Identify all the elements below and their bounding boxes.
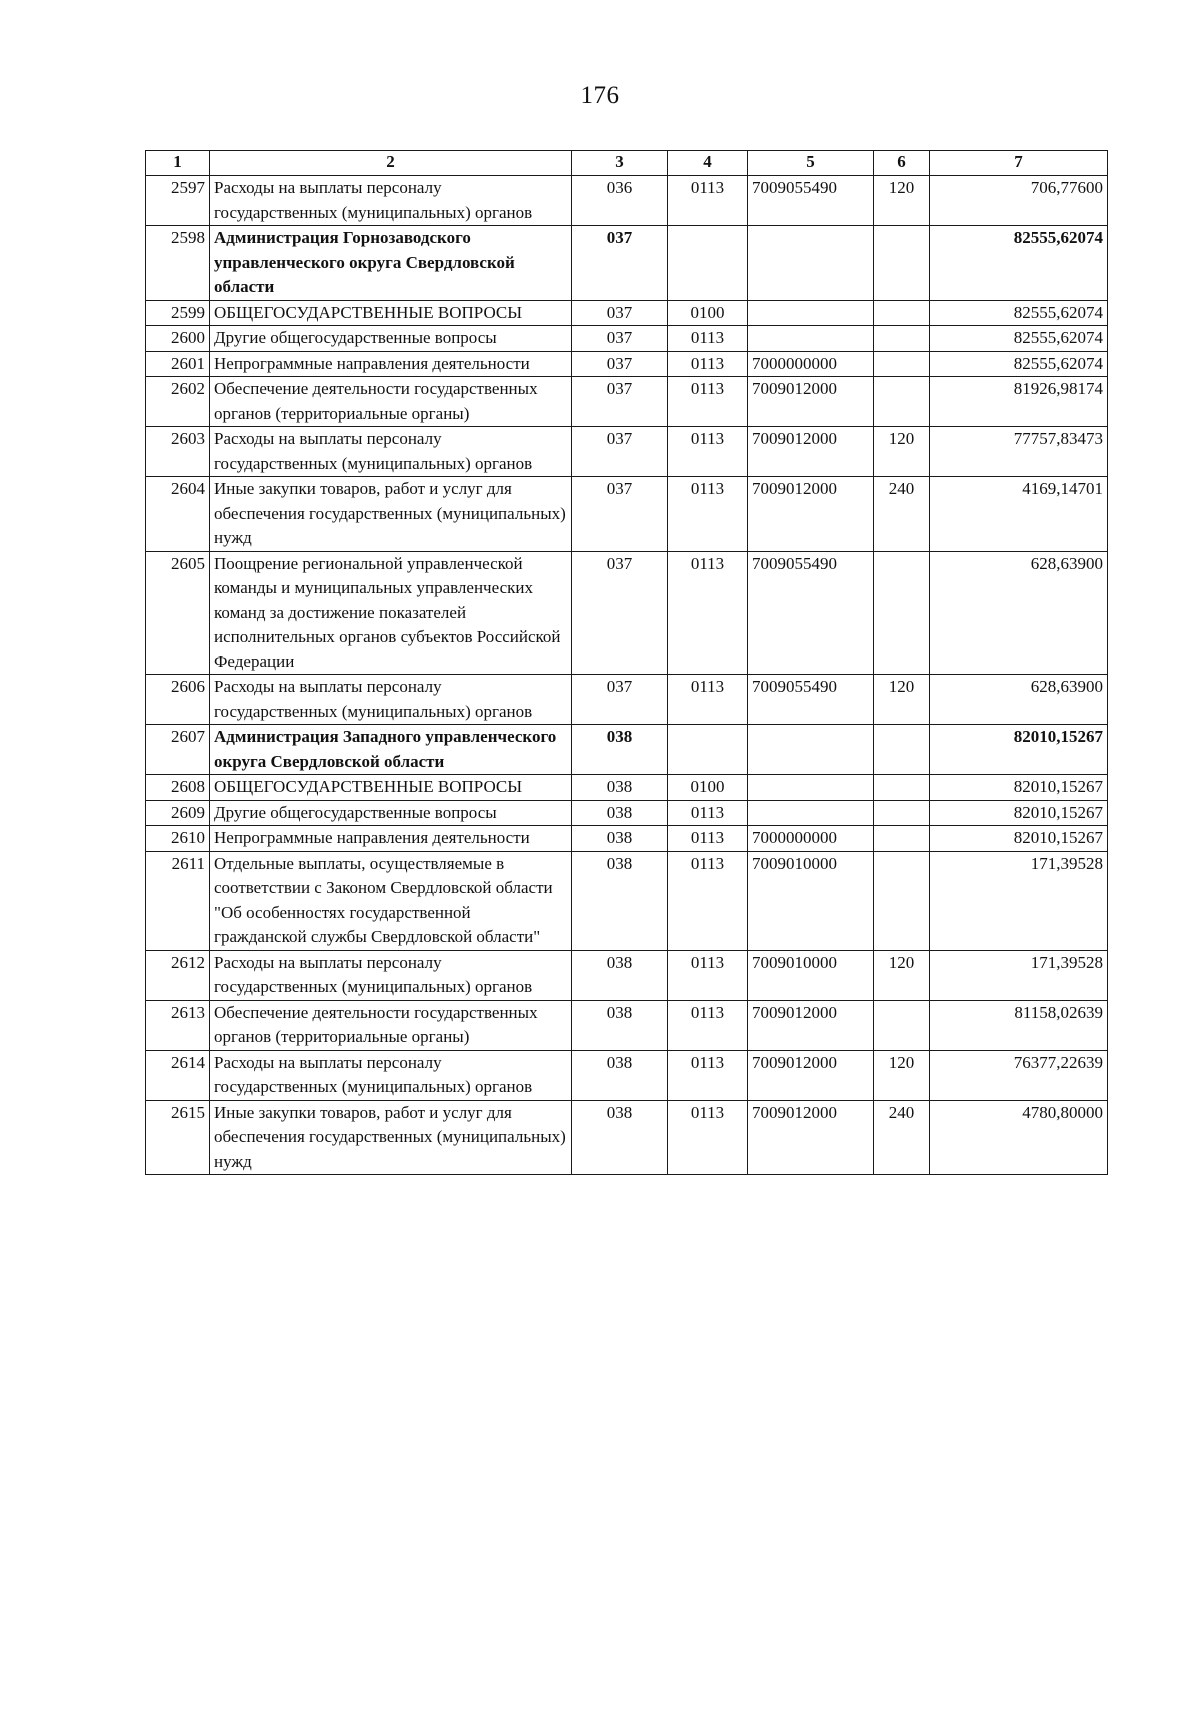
section-code-cell: 0113 (668, 826, 748, 852)
row-number-cell: 2603 (146, 427, 210, 477)
expense-type-cell (874, 226, 930, 301)
department-code-cell: 037 (572, 427, 668, 477)
table-row (146, 725, 1108, 775)
header-col-4: 4 (668, 151, 748, 176)
table-row (146, 1050, 1108, 1100)
section-code-cell: 0113 (668, 950, 748, 1000)
item-name-cell: Расходы на выплаты персоналу государственных (муниципальных) органов (210, 1050, 572, 1100)
target-article-cell: 7009055490 (748, 176, 874, 226)
header-col-6: 6 (874, 151, 930, 176)
expense-type-cell: 120 (874, 675, 930, 725)
expense-type-cell: 240 (874, 1100, 930, 1175)
expense-type-cell: 120 (874, 950, 930, 1000)
row-number-cell: 2613 (146, 1000, 210, 1050)
section-code-cell: 0113 (668, 551, 748, 675)
table-row (146, 377, 1108, 427)
section-code-cell: 0113 (668, 675, 748, 725)
target-article-cell: 7009055490 (748, 551, 874, 675)
item-name-cell: Администрация Западного управленческого округа Свердловской области (210, 725, 572, 775)
amount-cell: 82010,15267 (930, 775, 1108, 801)
row-number-cell: 2611 (146, 851, 210, 950)
target-article-cell (748, 725, 874, 775)
item-name-cell: Расходы на выплаты персоналу государственных (муниципальных) органов (210, 950, 572, 1000)
amount-cell: 4169,14701 (930, 477, 1108, 552)
item-name-cell: Администрация Горнозаводского управленческого округа Свердловской области (210, 226, 572, 301)
amount-cell: 82555,62074 (930, 326, 1108, 352)
expense-type-cell: 120 (874, 1050, 930, 1100)
amount-cell: 628,63900 (930, 551, 1108, 675)
item-name-cell: Другие общегосударственные вопросы (210, 326, 572, 352)
target-article-cell (748, 800, 874, 826)
row-number-cell: 2612 (146, 950, 210, 1000)
target-article-cell: 7009012000 (748, 1100, 874, 1175)
amount-cell: 4780,80000 (930, 1100, 1108, 1175)
section-code-cell: 0113 (668, 800, 748, 826)
item-name-cell: Поощрение региональной управленческой команды и муниципальных управленческих команд за достижение показателей исполнительных органов субъектов Российской Федерации (210, 551, 572, 675)
row-number-cell: 2607 (146, 725, 210, 775)
header-col-2: 2 (210, 151, 572, 176)
expense-type-cell (874, 800, 930, 826)
header-col-3: 3 (572, 151, 668, 176)
item-name-cell: Иные закупки товаров, работ и услуг для обеспечения государственных (муниципальных) нужд (210, 477, 572, 552)
item-name-cell: Другие общегосударственные вопросы (210, 800, 572, 826)
department-code-cell: 038 (572, 1000, 668, 1050)
row-number-cell: 2610 (146, 826, 210, 852)
header-col-7: 7 (930, 151, 1108, 176)
table-body (146, 176, 1108, 1175)
section-code-cell: 0113 (668, 427, 748, 477)
item-name-cell: Расходы на выплаты персоналу государственных (муниципальных) органов (210, 675, 572, 725)
table-row (146, 427, 1108, 477)
expense-type-cell (874, 725, 930, 775)
row-number-cell: 2598 (146, 226, 210, 301)
row-number-cell: 2599 (146, 300, 210, 326)
target-article-cell: 7000000000 (748, 351, 874, 377)
table-row (146, 826, 1108, 852)
item-name-cell: Отдельные выплаты, осуществляемые в соответствии с Законом Свердловской области "Об особенностях государственной гражданской службы Свердловской области" (210, 851, 572, 950)
expense-type-cell: 240 (874, 477, 930, 552)
amount-cell: 706,77600 (930, 176, 1108, 226)
amount-cell: 628,63900 (930, 675, 1108, 725)
header-col-5: 5 (748, 151, 874, 176)
department-code-cell: 038 (572, 725, 668, 775)
table-row (146, 775, 1108, 801)
table-row (146, 551, 1108, 675)
target-article-cell (748, 326, 874, 352)
table-row (146, 675, 1108, 725)
department-code-cell: 038 (572, 851, 668, 950)
row-number-cell: 2615 (146, 1100, 210, 1175)
target-article-cell: 7009010000 (748, 950, 874, 1000)
table-row (146, 1000, 1108, 1050)
item-name-cell: ОБЩЕГОСУДАРСТВЕННЫЕ ВОПРОСЫ (210, 300, 572, 326)
header-col-1: 1 (146, 151, 210, 176)
item-name-cell: Непрограммные направления деятельности (210, 826, 572, 852)
target-article-cell (748, 775, 874, 801)
row-number-cell: 2597 (146, 176, 210, 226)
amount-cell: 82010,15267 (930, 725, 1108, 775)
target-article-cell: 7009012000 (748, 1000, 874, 1050)
section-code-cell: 0100 (668, 775, 748, 801)
row-number-cell: 2601 (146, 351, 210, 377)
row-number-cell: 2605 (146, 551, 210, 675)
department-code-cell: 037 (572, 300, 668, 326)
table-row (146, 1100, 1108, 1175)
item-name-cell: Расходы на выплаты персоналу государственных (муниципальных) органов (210, 176, 572, 226)
section-code-cell: 0113 (668, 326, 748, 352)
section-code-cell: 0113 (668, 1100, 748, 1175)
table-row (146, 950, 1108, 1000)
amount-cell: 82010,15267 (930, 800, 1108, 826)
target-article-cell: 7009010000 (748, 851, 874, 950)
section-code-cell: 0113 (668, 351, 748, 377)
expense-type-cell (874, 351, 930, 377)
item-name-cell: ОБЩЕГОСУДАРСТВЕННЫЕ ВОПРОСЫ (210, 775, 572, 801)
page-number: 176 (580, 82, 620, 109)
table-row (146, 351, 1108, 377)
section-code-cell: 0113 (668, 1000, 748, 1050)
expense-type-cell (874, 826, 930, 852)
expense-type-cell (874, 326, 930, 352)
item-name-cell: Обеспечение деятельности государственных органов (территориальные органы) (210, 1000, 572, 1050)
expense-type-cell (874, 551, 930, 675)
section-code-cell: 0113 (668, 176, 748, 226)
header-row (146, 151, 1108, 176)
department-code-cell: 037 (572, 226, 668, 301)
row-number-cell: 2602 (146, 377, 210, 427)
target-article-cell: 7009012000 (748, 377, 874, 427)
section-code-cell: 0113 (668, 377, 748, 427)
department-code-cell: 037 (572, 351, 668, 377)
expense-type-cell (874, 851, 930, 950)
amount-cell: 82010,15267 (930, 826, 1108, 852)
amount-cell: 171,39528 (930, 950, 1108, 1000)
department-code-cell: 037 (572, 551, 668, 675)
section-code-cell: 0113 (668, 1050, 748, 1100)
table-row (146, 851, 1108, 950)
item-name-cell: Иные закупки товаров, работ и услуг для обеспечения государственных (муниципальных) нужд (210, 1100, 572, 1175)
expense-type-cell: 120 (874, 176, 930, 226)
row-number-cell: 2600 (146, 326, 210, 352)
department-code-cell: 037 (572, 477, 668, 552)
department-code-cell: 038 (572, 800, 668, 826)
department-code-cell: 038 (572, 826, 668, 852)
section-code-cell: 0113 (668, 851, 748, 950)
table-row (146, 800, 1108, 826)
item-name-cell: Обеспечение деятельности государственных органов (территориальные органы) (210, 377, 572, 427)
department-code-cell: 036 (572, 176, 668, 226)
department-code-cell: 038 (572, 950, 668, 1000)
row-number-cell: 2606 (146, 675, 210, 725)
department-code-cell: 037 (572, 675, 668, 725)
target-article-cell: 7009012000 (748, 427, 874, 477)
table-row (146, 176, 1108, 226)
expense-type-cell (874, 775, 930, 801)
row-number-cell: 2614 (146, 1050, 210, 1100)
section-code-cell: 0113 (668, 477, 748, 552)
amount-cell: 82555,62074 (930, 351, 1108, 377)
expense-type-cell (874, 377, 930, 427)
item-name-cell: Расходы на выплаты персоналу государственных (муниципальных) органов (210, 427, 572, 477)
expense-type-cell (874, 300, 930, 326)
target-article-cell: 7009055490 (748, 675, 874, 725)
target-article-cell: 7009012000 (748, 477, 874, 552)
target-article-cell (748, 226, 874, 301)
table-row (146, 226, 1108, 301)
department-code-cell: 037 (572, 326, 668, 352)
expense-type-cell (874, 1000, 930, 1050)
amount-cell: 77757,83473 (930, 427, 1108, 477)
amount-cell: 171,39528 (930, 851, 1108, 950)
section-code-cell (668, 725, 748, 775)
amount-cell: 76377,22639 (930, 1050, 1108, 1100)
amount-cell: 81926,98174 (930, 377, 1108, 427)
item-name-cell: Непрограммные направления деятельности (210, 351, 572, 377)
row-number-cell: 2609 (146, 800, 210, 826)
target-article-cell: 7009012000 (748, 1050, 874, 1100)
table-row (146, 300, 1108, 326)
amount-cell: 82555,62074 (930, 300, 1108, 326)
target-article-cell: 7000000000 (748, 826, 874, 852)
table-row (146, 326, 1108, 352)
department-code-cell: 038 (572, 1100, 668, 1175)
table-header (146, 151, 1108, 176)
amount-cell: 82555,62074 (930, 226, 1108, 301)
department-code-cell: 038 (572, 775, 668, 801)
target-article-cell (748, 300, 874, 326)
row-number-cell: 2604 (146, 477, 210, 552)
department-code-cell: 037 (572, 377, 668, 427)
section-code-cell: 0100 (668, 300, 748, 326)
department-code-cell: 038 (572, 1050, 668, 1100)
budget-table (145, 150, 1108, 1175)
expense-type-cell: 120 (874, 427, 930, 477)
amount-cell: 81158,02639 (930, 1000, 1108, 1050)
row-number-cell: 2608 (146, 775, 210, 801)
section-code-cell (668, 226, 748, 301)
table-row (146, 477, 1108, 552)
